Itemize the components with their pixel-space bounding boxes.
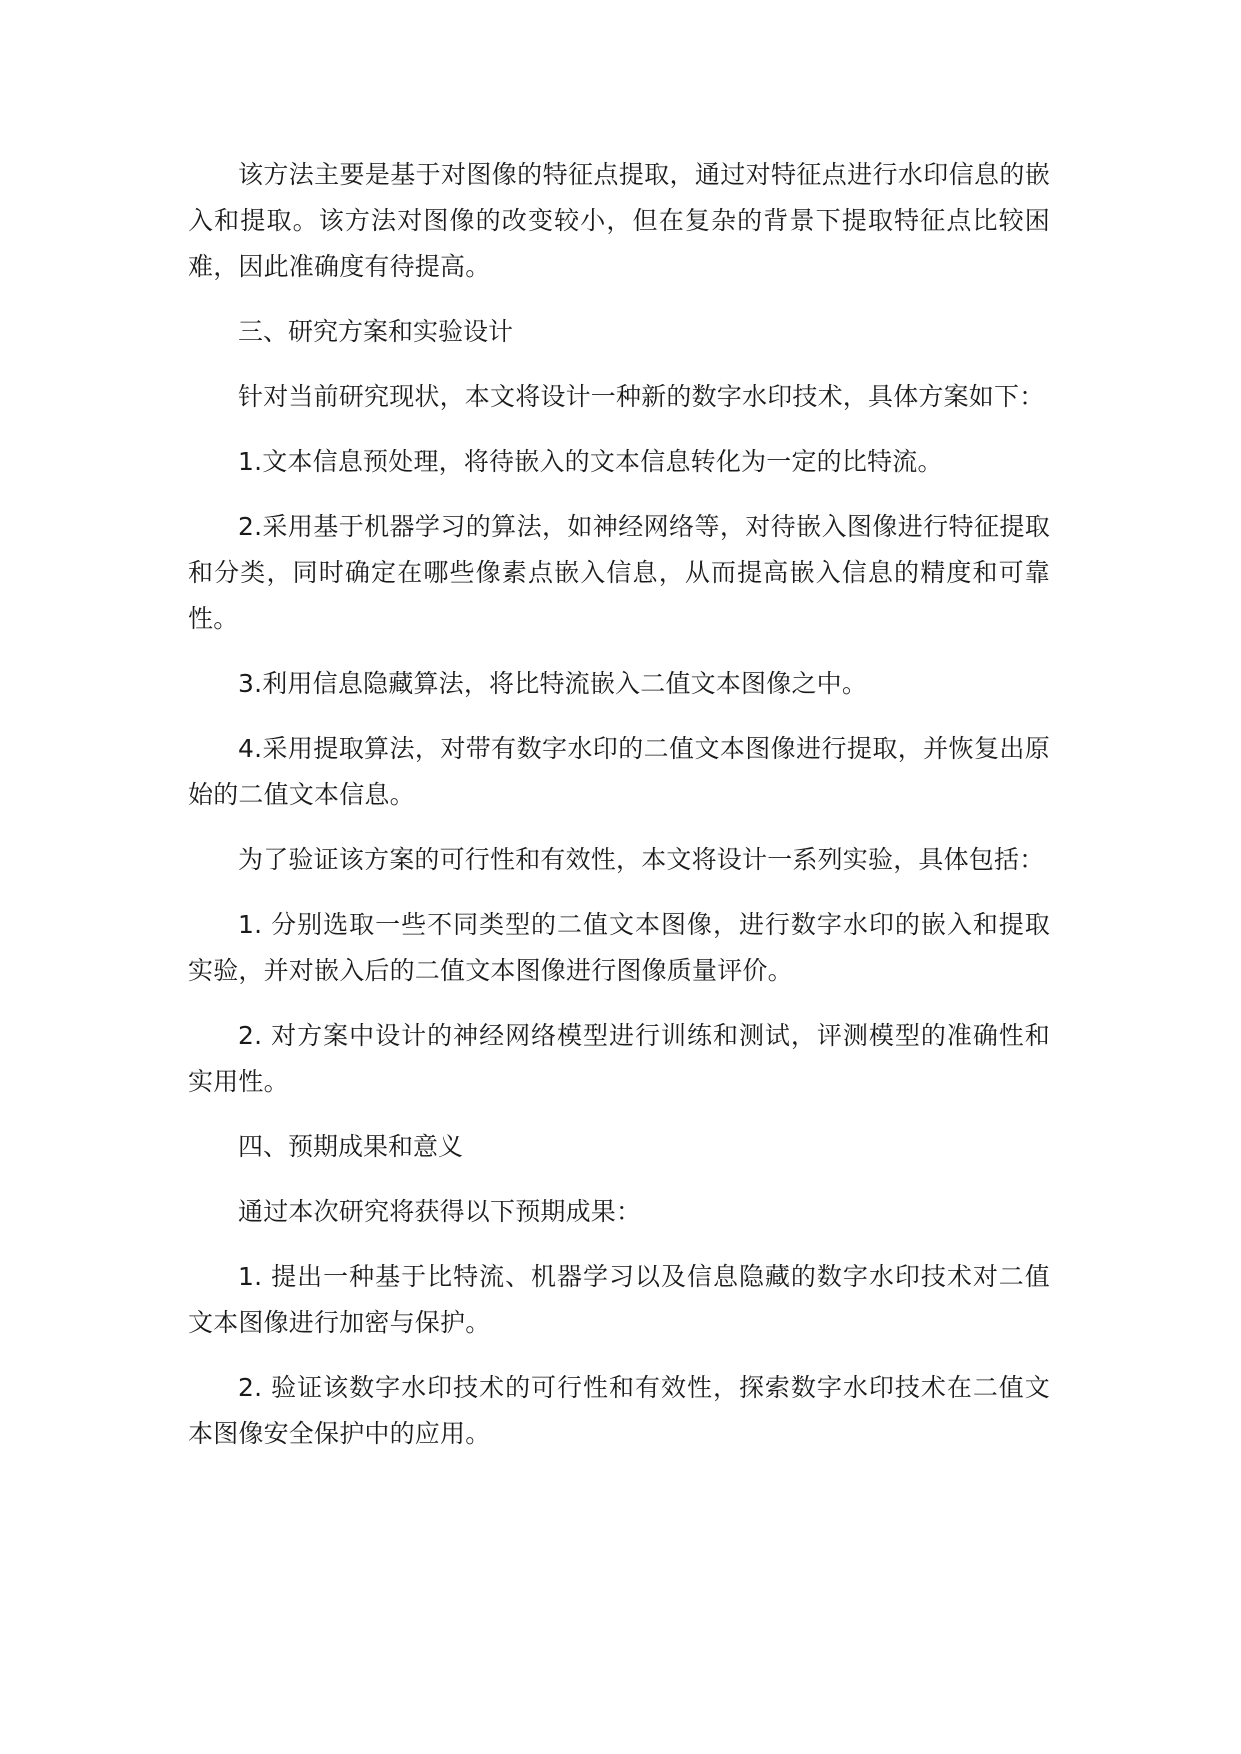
paragraph-experiment-intro: 为了验证该方案的可行性和有效性，本文将设计一系列实验，具体包括： [238,845,1045,874]
list-item-step-4: 4.采用提取算法，对带有数字水印的二值文本图像进行提取，并恢复出原始的二值文本信息。 [188,734,1050,809]
list-item-experiment-1: 1. 分别选取一些不同类型的二值文本图像，进行数字水印的嵌入和提取实验，并对嵌入后的二值文本图像进行图像质量评价。 [188,910,1050,985]
paragraph-feature-point-method: 该方法主要是基于对图像的特征点提取，通过对特征点进行水印信息的嵌入和提取。该方法对图像的改变较小，但在复杂的背景下提取特征点比较困难，因此准确度有待提高。 [188,160,1050,281]
list-item-step-2: 2.采用基于机器学习的算法，如神经网络等，对待嵌入图像进行特征提取和分类，同时确定在哪些像素点嵌入信息，从而提高嵌入信息的精度和可靠性。 [188,512,1050,633]
list-item-experiment-2: 2. 对方案中设计的神经网络模型进行训练和测试，评测模型的准确性和实用性。 [188,1021,1050,1096]
section-heading-expected-results: 四、预期成果和意义 [238,1132,464,1161]
list-item-result-1: 1. 提出一种基于比特流、机器学习以及信息隐藏的数字水印技术对二值文本图像进行加密与保护。 [188,1262,1050,1337]
paragraph-results-intro: 通过本次研究将获得以下预期成果： [238,1197,642,1226]
list-item-step-3: 3.利用信息隐藏算法，将比特流嵌入二值文本图像之中。 [238,669,868,698]
document-body [188,152,1050,1476]
section-heading-research-plan: 三、研究方案和实验设计 [238,317,514,346]
paragraph-plan-intro: 针对当前研究现状，本文将设计一种新的数字水印技术，具体方案如下： [238,382,1045,411]
list-item-result-2: 2. 验证该数字水印技术的可行性和有效性，探索数字水印技术在二值文本图像安全保护中的应用。 [188,1373,1050,1448]
list-item-step-1: 1.文本信息预处理，将待嵌入的文本信息转化为一定的比特流。 [238,447,943,476]
